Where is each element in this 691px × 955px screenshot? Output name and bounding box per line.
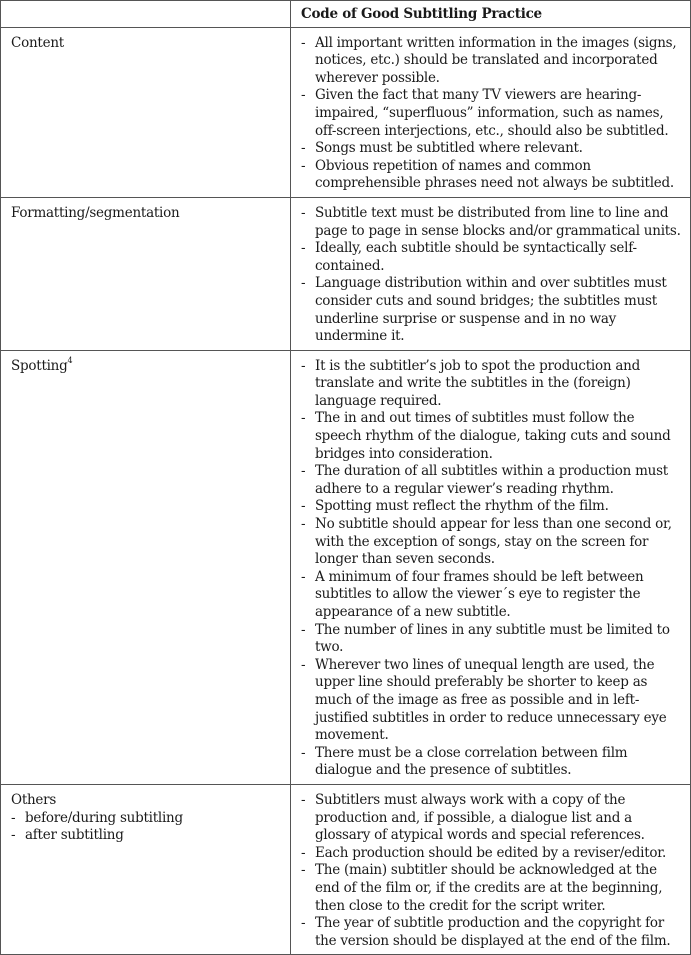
- table-header-row: [1, 1, 691, 28]
- row-label-cell: [1, 350, 291, 784]
- sub-label: - after subtitling: [11, 827, 284, 845]
- table-row: [1, 27, 691, 197]
- header-label-cell: [1, 1, 291, 28]
- sub-label-list: [11, 810, 284, 845]
- guideline-list: [299, 205, 684, 346]
- row-label-cell: [1, 197, 291, 350]
- list-item: - Language distribution within and over subtitles must consider cuts and sound bridges; the subtitles must underline surprise or suspense and in no way undermine it.: [299, 275, 684, 345]
- row-label: Spotting: [11, 357, 68, 374]
- list-item: - Ideally, each subtitle should be syntactically self-contained.: [299, 240, 684, 275]
- row-label: Others: [11, 791, 57, 808]
- row-label-cell: [1, 784, 291, 954]
- list-item: - Subtitlers must always work with a copy of the production and, if possible, a dialogue list and a glossary of atypical words and special references.: [299, 792, 684, 845]
- row-label: Content: [11, 34, 64, 51]
- table-row: [1, 350, 691, 784]
- row-body-cell: [291, 197, 691, 350]
- row-body-cell: [291, 27, 691, 197]
- row-body-cell: [291, 350, 691, 784]
- header-title-cell: Code of Good Subtitling Practice: [291, 1, 691, 28]
- list-item: - Given the fact that many TV viewers are hearing-impaired, “superfluous” information, such as names, off-screen interjections, etc., should also be subtitled.: [299, 87, 684, 140]
- list-item: - The duration of all subtitles within a production must adhere to a regular viewer’s reading rhythm.: [299, 463, 684, 498]
- list-item: - Subtitle text must be distributed from line to line and page to page in sense blocks and/or grammatical units.: [299, 205, 684, 240]
- row-label: Formatting/segmentation: [11, 204, 180, 221]
- list-item: - It is the subtitler’s job to spot the production and translate and write the subtitles in the (foreign) language required.: [299, 358, 684, 411]
- list-item: - There must be a close correlation between film dialogue and the presence of subtitles.: [299, 745, 684, 780]
- list-item: - Wherever two lines of unequal length are used, the upper line should preferably be shorter to keep as much of the image as free as possible and in left-justified subtitles in order to reduce unnecessary eye movement.: [299, 657, 684, 745]
- footnote-marker: 4: [67, 356, 73, 366]
- list-item: - Each production should be edited by a reviser/editor.: [299, 845, 684, 863]
- guideline-list: [299, 792, 684, 950]
- list-item: - The in and out times of subtitles must follow the speech rhythm of the dialogue, taking cuts and sound bridges into consideration.: [299, 410, 684, 463]
- list-item: - The year of subtitle production and the copyright for the version should be displayed at the end of the film.: [299, 915, 684, 950]
- guideline-list: [299, 35, 684, 193]
- list-item: - Obvious repetition of names and common comprehensible phrases need not always be subtitled.: [299, 158, 684, 193]
- list-item: - No subtitle should appear for less than one second or, with the exception of songs, stay on the screen for longer than seven seconds.: [299, 516, 684, 569]
- list-item: - Spotting must reflect the rhythm of the film.: [299, 498, 684, 516]
- list-item: - Songs must be subtitled where relevant.: [299, 140, 684, 158]
- list-item: - All important written information in the images (signs, notices, etc.) should be translated and incorporated wherever possible.: [299, 35, 684, 88]
- sub-label: - before/during subtitling: [11, 810, 284, 828]
- guideline-list: [299, 358, 684, 780]
- row-body-cell: [291, 784, 691, 954]
- table-row: [1, 197, 691, 350]
- table-row: [1, 784, 691, 954]
- list-item: - The (main) subtitler should be acknowledged at the end of the film or, if the credits are at the beginning, then close to the credit for the script writer.: [299, 862, 684, 915]
- list-item: - The number of lines in any subtitle must be limited to two.: [299, 622, 684, 657]
- row-label-cell: [1, 27, 291, 197]
- list-item: - A minimum of four frames should be left between subtitles to allow the viewer´s eye to register the appearance of a new subtitle.: [299, 569, 684, 622]
